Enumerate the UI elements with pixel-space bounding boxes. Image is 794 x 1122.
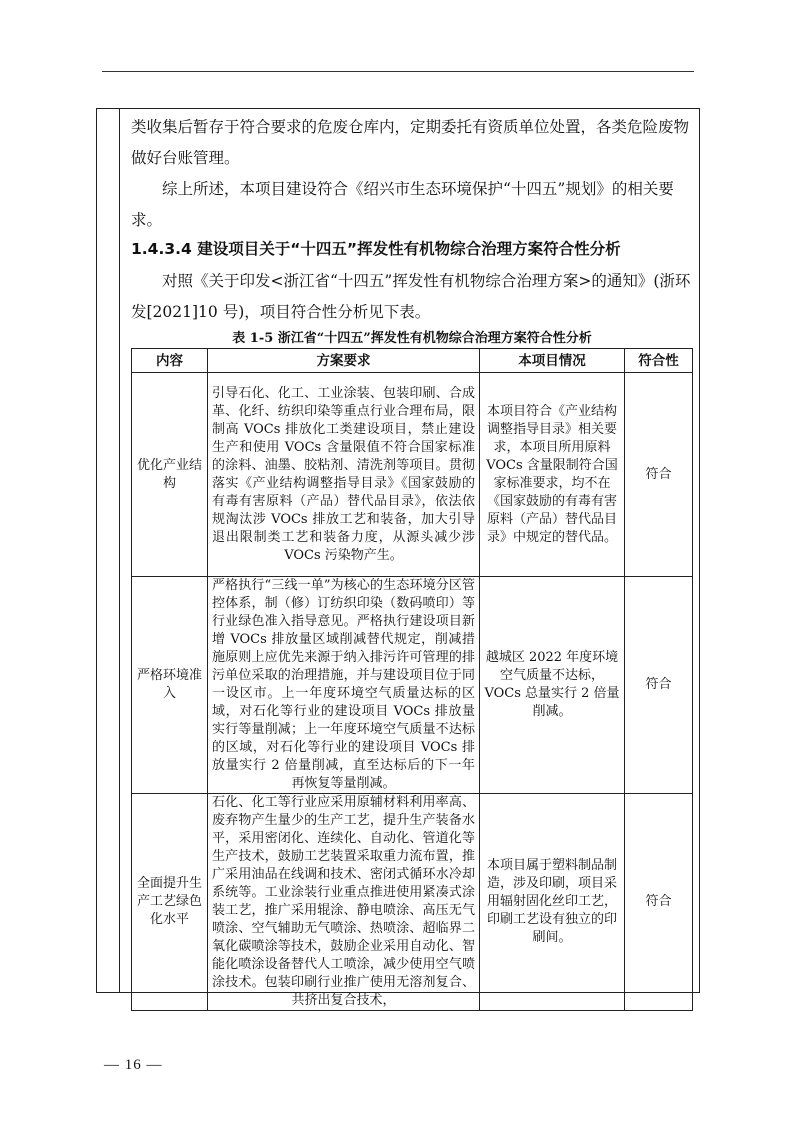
header-situation: 本项目情况 [480,349,625,373]
cell-content: 全面提升生产工艺绿色化水平 [132,794,208,1011]
cell-situation: 本项目符合《产业结构调整指导目录》相关要求，本项目所用原料 VOCs 含量限制符合国家标准要求，均不在《国家鼓励的有毒有害原料（产品）替代品目录》中规定的替代品。 [480,373,625,577]
cell-compliance: 符合 [625,794,693,1011]
page-number: — 16 — [104,1057,163,1073]
header-rule [102,71,694,72]
cell-situation: 本项目属于塑料制品制造，涉及印刷，项目采用辐射固化丝印工艺，印刷工艺设有独立的印刷间。 [480,794,625,1011]
table-caption: 表 1-5 浙江省“十四五”挥发性有机物综合治理方案符合性分析 [232,331,592,346]
cell-requirement: 石化、化工等行业应采用原辅材料利用率高、废弃物产生量少的生产工艺，提升生产装备水平，采用密闭化、连续化、自动化、管道化等生产技术，鼓励工艺装置采取重力流布置，推广采用油品在线调和技术、密闭式循环水冷却系统等。工业涂装行业重点推进使用紧凑式涂装工艺，推广采用辊涂、静电喷涂、高压无气喷涂、空气辅助无气喷涂、热喷涂、超临界二氧化碳喷涂等技术，鼓励企业采用自动化、智能化喷涂设备替代人工喷涂，减少使用空气喷涂技术。包装印刷行业推广使用无溶剂复合、共挤出复合技术， [208,794,480,1011]
cell-compliance: 符合 [625,373,693,577]
header-compliance: 符合性 [625,349,693,373]
paragraph-summary: 综上所述，本项目建设符合《绍兴市生态环境保护“十四五”规划》的相关要求。 [131,180,674,229]
compliance-table [131,348,693,1011]
table-row [132,794,693,1011]
cell-content: 优化产业结构 [132,373,208,577]
cell-situation: 越城区 2022 年度环境空气质量不达标，VOCs 总量实行 2 倍量削减。 [480,577,625,794]
table-row [132,373,693,577]
left-column-divider [119,109,120,992]
cell-compliance: 符合 [625,577,693,794]
table-row [132,577,693,794]
table-header-row [132,349,693,373]
paragraph-intro: 对照《关于印发<浙江省“十四五”挥发性有机物综合治理方案>的通知》(浙环发[2021]10 号)，项目符合性分析见下表。 [131,272,691,321]
header-requirement: 方案要求 [208,349,480,373]
cell-requirement: 严格执行“三线一单”为核心的生态环境分区管控体系，制（修）订纺织印染（数码喷印）等行业绿色准入指导意见。严格执行建设项目新增 VOCs 排放量区域削减替代规定，削减措施原则上应优先来源于纳入排污许可管理的排污单位采取的治理措施，并与建设项目位于同一设区市。上一年度环境空气质量达标的区域，对石化等行业的建设项目 VOCs 排放量实行等量削减；上一年度环境空气质量不达标的区域，对石化等行业的建设项目 VOCs 排放量实行 2 倍量削减，直至达标后的下一年再恢复等量削减。 [208,577,480,794]
section-heading: 1.4.3.4 建设项目关于“十四五”挥发性有机物综合治理方案符合性分析 [131,240,621,258]
header-content: 内容 [132,349,208,373]
cell-content: 严格环境准入 [132,577,208,794]
paragraph-hazardous-waste: 类收集后暂存于符合要求的危废仓库内，定期委托有资质单位处置，各类危险废物做好台账管理。 [131,118,690,167]
cell-requirement: 引导石化、化工、工业涂装、包装印刷、合成革、化纤、纺织印染等重点行业合理布局，限制高 VOCs 排放化工类建设项目，禁止建设生产和使用 VOCs 含量限值不符合国家标准的涂料、油墨、胶粘剂、清洗剂等项目。贯彻落实《产业结构调整指导目录》《国家鼓励的有毒有害原料（产品）替代品目录》，依法依规淘汰涉 VOCs 排放工艺和装备，加大引导退出限制类工艺和装备力度，从源头减少涉 VOCs 污染物产生。 [208,373,480,577]
